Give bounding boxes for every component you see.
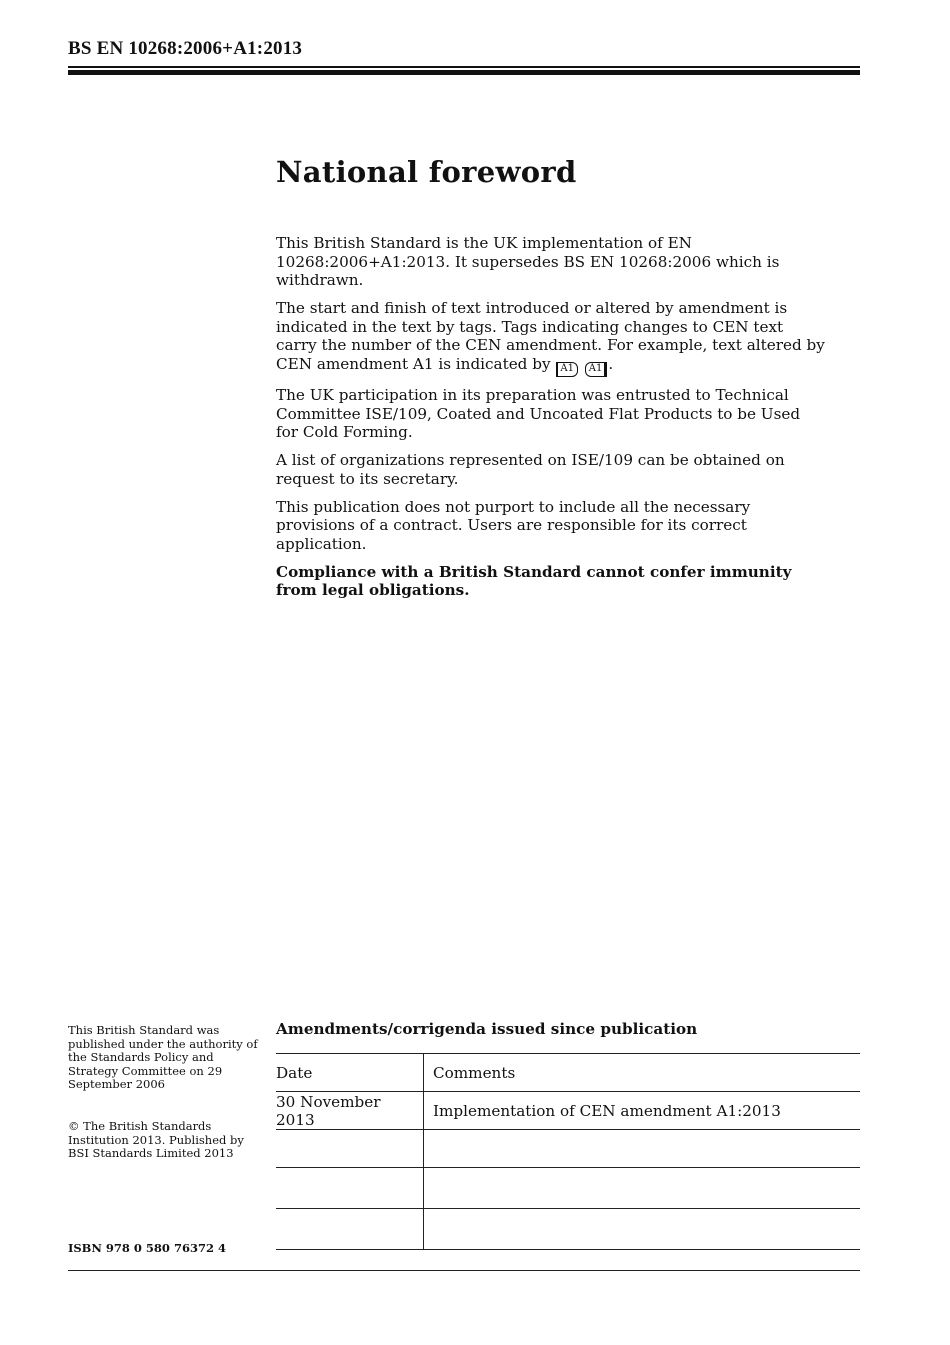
table-row-empty bbox=[276, 1168, 860, 1209]
empty-date-cell bbox=[276, 1130, 424, 1168]
foreword-body bbox=[276, 234, 826, 609]
amendments-table bbox=[276, 1053, 860, 1250]
empty-comment-cell bbox=[424, 1168, 861, 1209]
header-rule-thin bbox=[68, 66, 860, 68]
paragraph-compliance: Compliance with a British Standard cannot confer immunity from legal obligations. bbox=[276, 562, 792, 599]
empty-date-cell bbox=[276, 1209, 424, 1250]
empty-date-cell bbox=[276, 1168, 424, 1209]
amendment-tags-text: The start and finish of text introduced or altered by amendment is indicated in the text by tags. Tags indicating changes to CEN text carry the number of the CEN amendment. For example, text altered by CEN amendment A1 is indicated by bbox=[276, 299, 825, 373]
amendment-comment: Implementation of CEN amendment A1:2013 bbox=[424, 1092, 861, 1130]
copyright-note: © The British Standards Institution 2013. Published by BSI Standards Limited 2013 bbox=[68, 1119, 244, 1161]
paragraph-amendment-tags bbox=[276, 299, 826, 377]
publication-note: This British Standard was published under the authority of the Standards Policy and Strategy Committee on 29 September 2006 bbox=[68, 1023, 258, 1092]
amendment-tag-open-icon: A1 bbox=[556, 362, 578, 377]
amendment-date: 30 November 2013 bbox=[276, 1092, 424, 1130]
table-header-row bbox=[276, 1054, 860, 1092]
column-header-comments: Comments bbox=[424, 1054, 861, 1092]
footer-rule bbox=[68, 1270, 860, 1271]
column-header-date: Date bbox=[276, 1054, 424, 1092]
header-rule-thick bbox=[68, 70, 860, 75]
paragraph-participation: The UK participation in its preparation was entrusted to Technical Committee ISE/109, Coated and Uncoated Flat Products to be Used for Cold Forming. bbox=[276, 386, 801, 441]
paragraph-organizations: A list of organizations represented on ISE/109 can be obtained on request to its secretary. bbox=[276, 451, 785, 488]
amendments-title: Amendments/corrigenda issued since publication bbox=[276, 1020, 698, 1038]
page-title: National foreword bbox=[276, 155, 577, 189]
table-row bbox=[276, 1092, 860, 1130]
standard-id-header: BS EN 10268:2006+A1:2013 bbox=[68, 38, 303, 59]
table-row-empty bbox=[276, 1209, 860, 1250]
amendment-tag-close-icon: A1 bbox=[585, 362, 608, 377]
isbn: ISBN 978 0 580 76372 4 bbox=[68, 1241, 226, 1255]
empty-comment-cell bbox=[424, 1209, 861, 1250]
paragraph-contract: This publication does not purport to include all the necessary provisions of a contract. Users are responsible for its correct application. bbox=[276, 497, 751, 553]
empty-comment-cell bbox=[424, 1130, 861, 1168]
paragraph-implementation: This British Standard is the UK implementation of EN 10268:2006+A1:2013. It supersedes BS EN 10268:2006 which is withdrawn. bbox=[276, 234, 780, 289]
table-row-empty bbox=[276, 1130, 860, 1168]
amendment-tags-end: . bbox=[608, 354, 614, 373]
